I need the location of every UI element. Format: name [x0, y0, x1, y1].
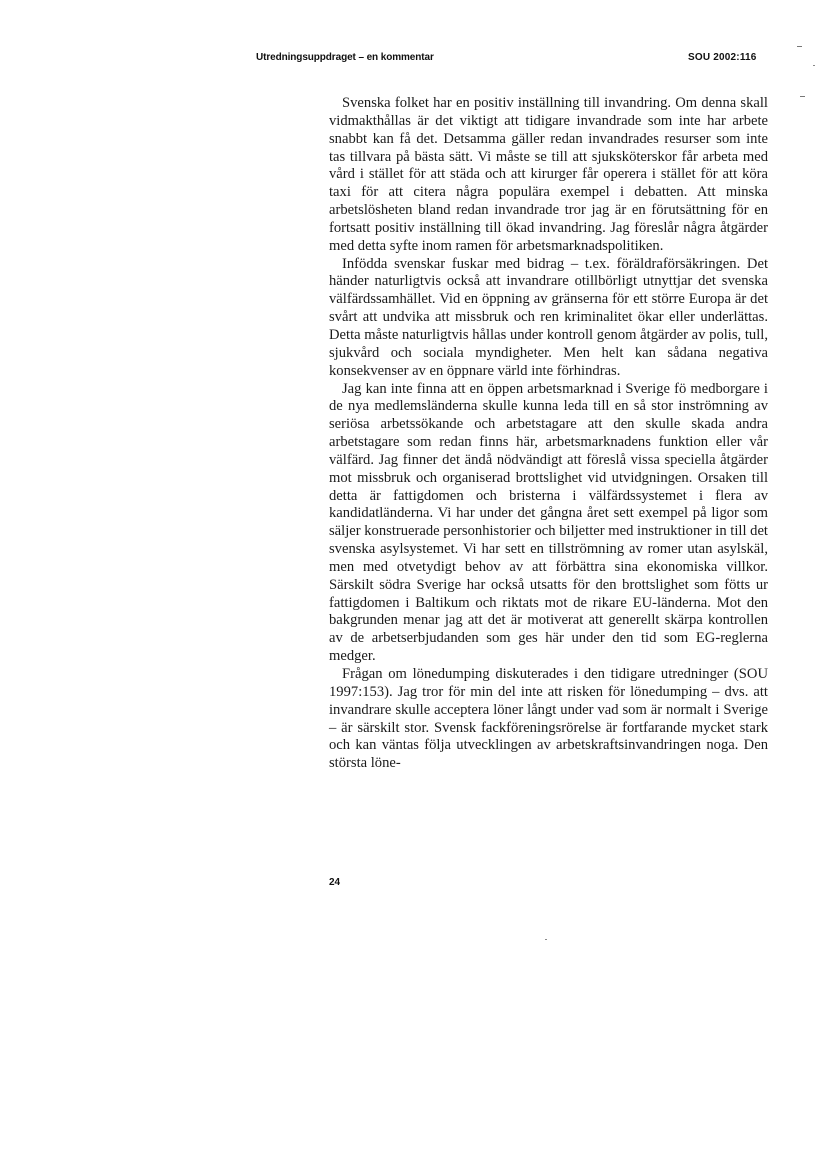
scan-mark: [813, 65, 815, 66]
body-text: [329, 95, 768, 773]
paragraph: Svenska folket har en positiv inställning till invandring. Om denna skall vidmakthållas är det viktigt att tidigare invandrade som inte har arbete snabbt kan få det. Detsamma gäller redan invandrades resurser som inte tas tillvara på bästa sätt. Vi måste se till att sjuksköterskor får arbeta med vård i stället för att städa och att kirurger får operera i stället för att köra taxi för att citera några populära exempel i debatten. Att minska arbetslösheten bland redan invandrade tror jag är en förutsättning för en fortsatt positiv inställning till ökad invandring. Jag föreslår några åtgärder med detta syfte inom ramen för arbetsmarknadspolitiken.: [329, 95, 768, 254]
running-header: [0, 49, 832, 69]
scan-mark: [800, 96, 805, 97]
section-title: Utredningsuppdraget – en kommentar: [256, 52, 434, 63]
paragraph: Frågan om lönedumping diskuterades i den tidigare utredninger (SOU 1997:153). Jag tror för min del inte att risken för lönedumping – dvs. att invandrare skulle acceptera löner långt under vad som är normalt i Sverige – är särskilt stor. Svensk fackföreningsrörelse är fortfarande mycket stark och kan väntas följa utvecklingen av arbetskraftsinvandringen noga. Den största löne-: [329, 666, 768, 772]
page-number: 24: [329, 877, 341, 888]
paragraph: Infödda svenskar fuskar med bidrag – t.ex. föräldraförsäkringen. Det händer naturligtvis också att invandrare otillbörligt utnyttjar det svenska välfärdssamhället. Vid en öppning av gränserna för ett större Europa är det svårt att undvika att missbruk och ren kriminalitet ökar eller underlättas. Detta måste naturligtvis hållas under kontroll genom åtgärder av polis, tull, sjukvård och sociala myndigheter. Men helt kan sådana negativa konsekvenser av en öppnare värld inte förhindras.: [329, 255, 768, 379]
scan-mark: [545, 939, 547, 940]
report-id: SOU 2002:116: [688, 52, 757, 63]
paragraph: Jag kan inte finna att en öppen arbetsmarknad i Sverige fö medborgare i de nya medlemsländerna skulle kunna leda till en så stor inströmning av seriösa arbetssökande och arbetstagare att den skulle skada andra arbetstagare som redan finns här, arbetsmarknadens funktion eller vår välfärd. Jag finner det ändå nödvändigt att föreslå vissa speciella åtgärder mot missbruk och organiserad brottslighet vid utvidgningen. Orsaken till detta är fattigdomen och bristerna i välfärdssystemet i flera av kandidatländerna. Vi har under det gångna året sett exempel på ligor som säljer konstruerade personhistorier och biljetter med instruktioner in till det svenska asylsystemet. Vi har sett en tillströmning av romer utan asylskäl, men med otvetydigt behov av att förbättra sina ekonomiska villkor. Särskilt södra Sverige har också utsatts för den brottslighet som fötts ur fattigdomen i Baltikum och riktats mot de rikare EU-länderna. Mot den bakgrunden menar jag att det är motiverat att generellt skärpa kontrollen av de arbetserbjudanden som ges här under den tid som EG-reglerna medger.: [329, 380, 768, 665]
scan-mark: [797, 46, 802, 47]
